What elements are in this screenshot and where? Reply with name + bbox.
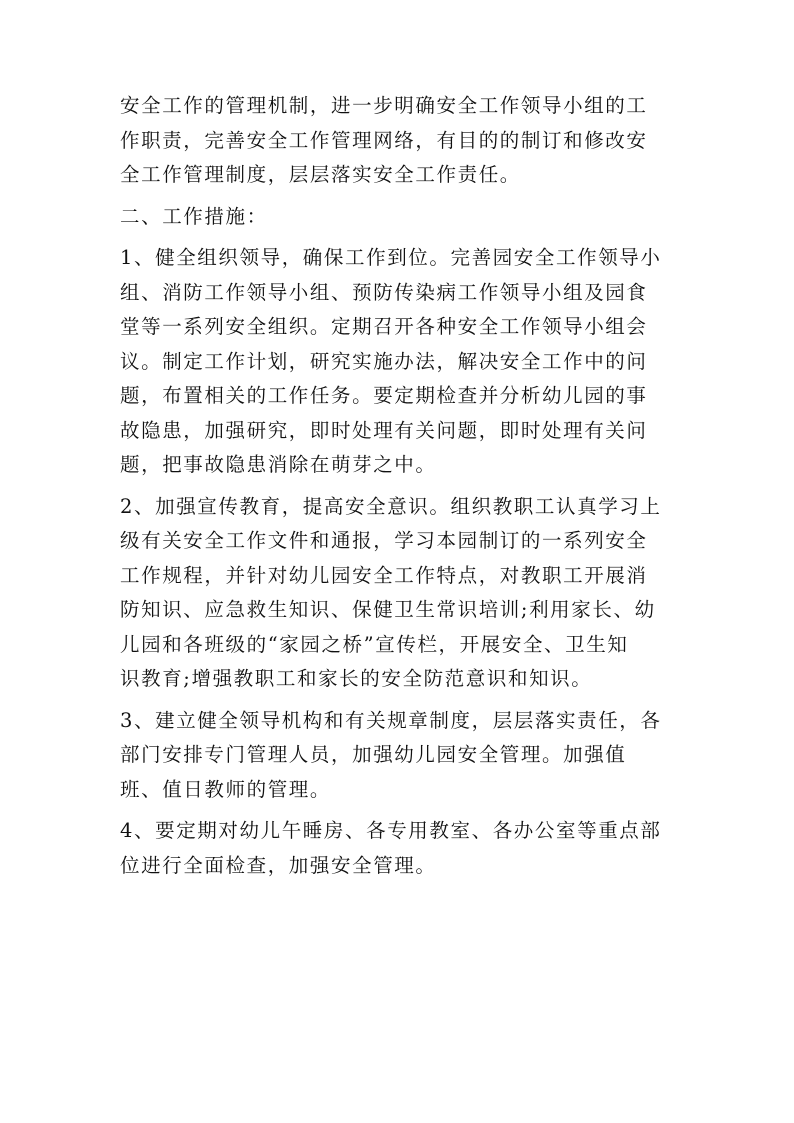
body-line: 组、消防工作领导小组、预防传染病工作领导小组及园食 — [120, 280, 648, 304]
document-body — [120, 89, 678, 883]
body-line: 议。制定工作计划，研究实施办法，解决安全工作中的问 — [120, 349, 648, 373]
body-line: 全工作管理制度，层层落实安全工作责任。 — [120, 163, 521, 186]
body-line: 题，布置相关的工作任务。要定期检查并分析幼儿园的事 — [120, 384, 648, 407]
body-line: 堂等一系列安全组织。定期召开各种安全工作领导小组会 — [120, 315, 648, 338]
body-line: 作职责，完善安全工作管理网络，有目的的制订和修改安 — [120, 128, 648, 152]
body-line: 班、值日教师的管理。 — [120, 777, 332, 801]
body-line: 位进行全面检查，加强安全管理。 — [120, 853, 437, 877]
body-line: 1、健全组织领导，确保工作到位。完善园安全工作领导小 — [120, 246, 662, 269]
body-line: 故隐患，加强研究，即时处理有关问题，即时处理有关问 — [120, 418, 648, 442]
body-line: 识教育;增强教职工和家长的安全防范意识和知识。 — [120, 667, 593, 690]
body-line: 级有关安全工作文件和通报，学习本园制订的一系列安全 — [120, 529, 648, 552]
body-line: 防知识、应急救生知识、保健卫生常识培训;利用家长、幼 — [120, 598, 656, 621]
body-line: 工作规程，并针对幼儿园安全工作特点，对教职工开展消 — [120, 563, 648, 587]
body-line: 儿园和各班级的“家园之桥”宣传栏，开展安全、卫生知 — [120, 632, 629, 656]
body-line: 3、建立健全领导机构和有关规章制度，层层落实责任，各 — [120, 708, 662, 732]
body-line: 2、加强宣传教育，提高安全意识。组织教职工认真学习上 — [120, 494, 662, 518]
body-line: 部门安排专门管理人员，加强幼儿园安全管理。加强值 — [120, 743, 627, 766]
body-line: 安全工作的管理机制，进一步明确安全工作领导小组的工 — [120, 94, 648, 117]
section-heading: 二、工作措施： — [120, 204, 268, 228]
body-line: 4、要定期对幼儿午睡房、各专用教室、各办公室等重点部 — [120, 819, 662, 842]
body-line: 题，把事故隐患消除在萌芽之中。 — [120, 453, 437, 476]
